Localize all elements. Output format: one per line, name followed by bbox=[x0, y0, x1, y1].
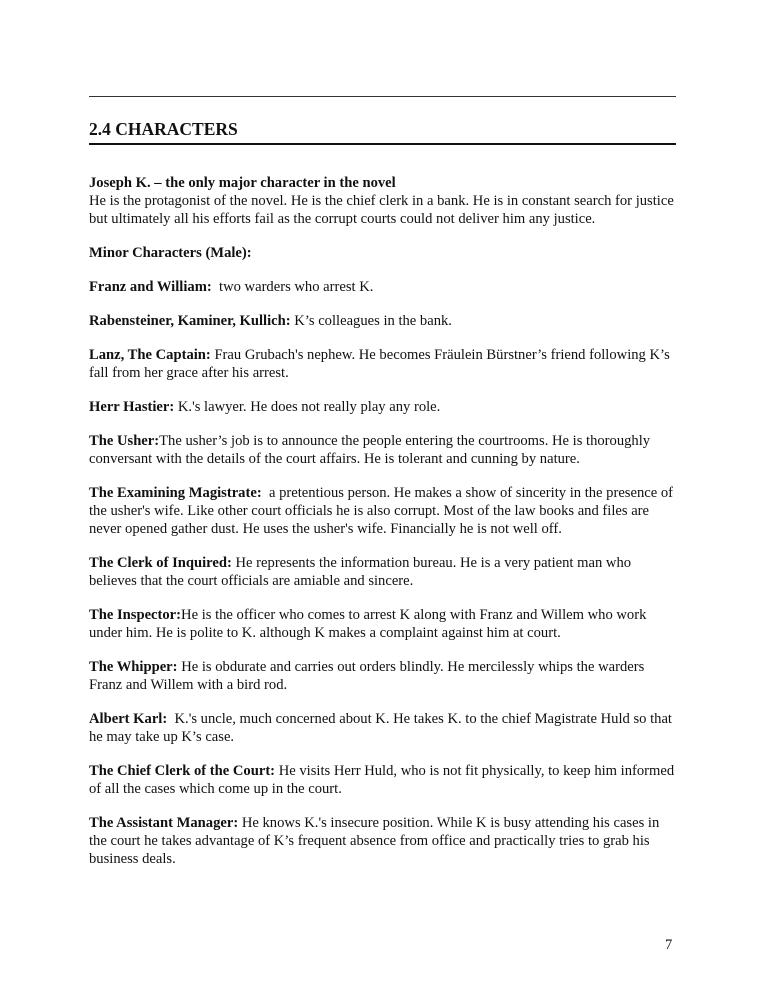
character-description: K.'s uncle, much concerned about K. He takes K. to the chief Magistrate Huld so that he may take up K’s case. bbox=[89, 711, 672, 745]
character-name: Lanz, The Captain: bbox=[89, 347, 211, 363]
character-entry bbox=[89, 432, 679, 468]
character-description: a pretentious person. He makes a show of sincerity in the presence of the usher's wife. Like other court officials he is also corrupt. Most of the law books and files are never opened gather dust. He uses the usher's wife. Financially he is not well off. bbox=[89, 485, 674, 537]
character-entry bbox=[89, 484, 679, 538]
main-character-title: Joseph K. – the only major character in the novel bbox=[89, 175, 396, 191]
character-entry bbox=[89, 814, 679, 868]
section-heading: 2.4 CHARACTERS bbox=[89, 118, 676, 145]
character-description: He is the officer who comes to arrest K along with Franz and Willem who work under him. He is polite to K. although K makes a complaint against him at court. bbox=[89, 607, 647, 641]
character-description: He visits Herr Huld, who is not fit physically, to keep him informed of all the cases which come up in the court. bbox=[89, 763, 675, 797]
character-entry bbox=[89, 762, 679, 798]
character-description: two warders who arrest K. bbox=[219, 279, 374, 295]
character-entry bbox=[89, 554, 679, 590]
character-name: Herr Hastier: bbox=[89, 399, 175, 415]
main-character-block bbox=[89, 174, 679, 228]
page-number: 7 bbox=[665, 937, 673, 953]
header-rule bbox=[89, 96, 676, 97]
character-description: Frau Grubach's nephew. He becomes Fräulein Bürstner’s friend following K’s fall from her grace after his arrest. bbox=[89, 347, 670, 381]
character-name: The Inspector: bbox=[89, 607, 182, 623]
character-description: K.'s lawyer. He does not really play any role. bbox=[177, 399, 441, 415]
character-description: He knows K.'s insecure position. While K is busy attending his cases in the court he takes advantage of K’s frequent absence from office and practically tries to grab his business deals. bbox=[89, 815, 660, 867]
character-entry bbox=[89, 658, 679, 694]
character-description: He is obdurate and carries out orders blindly. He mercilessly whips the warders Franz and Willem with a bird rod. bbox=[89, 659, 645, 693]
character-description: The usher’s job is to announce the people entering the courtrooms. He is thoroughly conversant with the details of the court affairs. He is tolerant and cunning by nature. bbox=[89, 433, 651, 467]
characters-content bbox=[89, 174, 679, 884]
character-name: Albert Karl: bbox=[89, 711, 168, 727]
character-entry bbox=[89, 312, 679, 330]
character-entry bbox=[89, 346, 679, 382]
minor-heading-label: Minor Characters (Male): bbox=[89, 245, 252, 261]
character-name: Rabensteiner, Kaminer, Kullich: bbox=[89, 313, 291, 329]
character-entry bbox=[89, 398, 679, 416]
character-name: The Chief Clerk of the Court: bbox=[89, 763, 276, 779]
character-name: The Clerk of Inquired: bbox=[89, 555, 232, 571]
character-name: The Assistant Manager: bbox=[89, 815, 239, 831]
character-description: He represents the information bureau. He is a very patient man who believes that the court officials are amiable and sincere. bbox=[89, 555, 632, 589]
main-character-description: He is the protagonist of the novel. He is the chief clerk in a bank. He is in constant search for justice but ultimately all his efforts fail as the corrupt courts could not deliver him any justice. bbox=[89, 193, 674, 227]
character-name: The Examining Magistrate: bbox=[89, 485, 262, 501]
character-name: Franz and William: bbox=[89, 279, 212, 295]
character-entry bbox=[89, 278, 679, 296]
character-entry bbox=[89, 606, 679, 642]
character-name: The Whipper: bbox=[89, 659, 178, 675]
character-entry bbox=[89, 710, 679, 746]
character-name: The Usher: bbox=[89, 433, 160, 449]
minor-characters-heading bbox=[89, 244, 679, 262]
character-description: K’s colleagues in the bank. bbox=[294, 313, 452, 329]
